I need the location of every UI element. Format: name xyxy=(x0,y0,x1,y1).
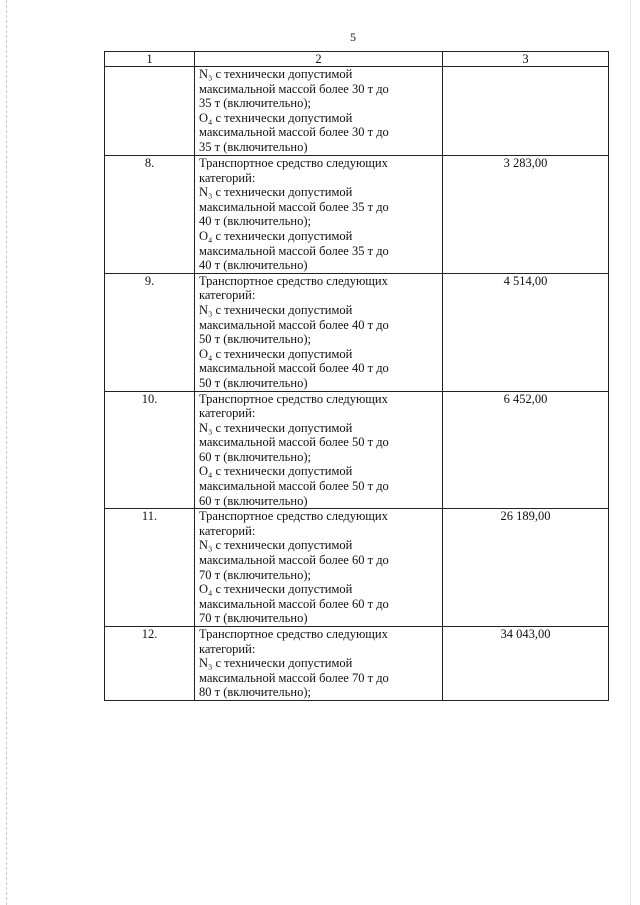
description-line: Транспортное средство следующих xyxy=(199,509,388,524)
description-line: 40 т (включительно) xyxy=(199,258,308,273)
tariff-table xyxy=(104,51,609,701)
description-line: 50 т (включительно) xyxy=(199,375,308,390)
row-description xyxy=(195,67,443,156)
description-line: категорий: xyxy=(199,641,256,656)
table-row xyxy=(105,391,609,509)
description-line: максимальной массой более 30 т до xyxy=(199,125,389,140)
description-line: Транспортное средство следующих xyxy=(199,273,388,288)
row-number: 12. xyxy=(105,627,195,701)
scan-margin-left xyxy=(6,0,7,905)
description-line: 50 т (включительно); xyxy=(199,332,311,347)
description-line: O₄ с технически допустимой xyxy=(199,228,353,243)
header-cell-3: 3 xyxy=(443,52,609,67)
description-line: O₄ с технически допустимой xyxy=(199,582,353,597)
row-number: 9. xyxy=(105,273,195,391)
description-line: N₃ с технически допустимой xyxy=(199,185,353,200)
description-line: 40 т (включительно); xyxy=(199,214,311,229)
description-line: O₄ с технически допустимой xyxy=(199,346,353,361)
description-line: N₃ с технически допустимой xyxy=(199,302,353,317)
description-line: категорий: xyxy=(199,288,256,303)
row-description xyxy=(195,627,443,701)
row-value: 4 514,00 xyxy=(443,273,609,391)
description-line: максимальной массой более 50 т до xyxy=(199,479,389,494)
description-line: категорий: xyxy=(199,523,256,538)
description-line: категорий: xyxy=(199,406,256,421)
description-line: N₃ с технически допустимой xyxy=(199,538,353,553)
row-number: 11. xyxy=(105,509,195,627)
table-row xyxy=(105,156,609,274)
row-value: 3 283,00 xyxy=(443,156,609,274)
description-line: N₃ с технически допустимой xyxy=(199,420,353,435)
row-description xyxy=(195,509,443,627)
description-line: максимальной массой более 35 т до xyxy=(199,199,389,214)
header-cell-1: 1 xyxy=(105,52,195,67)
description-line: O₄ с технически допустимой xyxy=(199,110,353,125)
row-value: 34 043,00 xyxy=(443,627,609,701)
row-description xyxy=(195,273,443,391)
description-line: максимальной массой более 60 т до xyxy=(199,553,389,568)
row-value: 26 189,00 xyxy=(443,509,609,627)
description-line: категорий: xyxy=(199,170,256,185)
header-cell-2: 2 xyxy=(195,52,443,67)
row-number: 8. xyxy=(105,156,195,274)
row-value xyxy=(443,67,609,156)
description-line: максимальной массой более 40 т до xyxy=(199,317,389,332)
row-description xyxy=(195,156,443,274)
description-line: N₃ с технически допустимой xyxy=(199,656,353,671)
table-header-row xyxy=(105,52,609,67)
description-line: максимальной массой более 30 т до xyxy=(199,81,389,96)
description-line: максимальной массой более 40 т до xyxy=(199,361,389,376)
table-row xyxy=(105,509,609,627)
description-line: максимальной массой более 70 т до xyxy=(199,670,389,685)
description-line: O₄ с технически допустимой xyxy=(199,464,353,479)
page-number: 5 xyxy=(350,30,356,44)
description-line: 70 т (включительно); xyxy=(199,567,311,582)
description-line: максимальной массой более 60 т до xyxy=(199,596,389,611)
row-value: 6 452,00 xyxy=(443,391,609,509)
description-line: 70 т (включительно) xyxy=(199,611,308,626)
description-line: максимальной массой более 50 т до xyxy=(199,435,389,450)
description-line: N₃ с технически допустимой xyxy=(199,67,353,81)
description-line: 60 т (включительно) xyxy=(199,493,308,508)
table-row xyxy=(105,67,609,156)
table-row xyxy=(105,273,609,391)
description-line: Транспортное средство следующих xyxy=(199,627,388,641)
description-line: 80 т (включительно); xyxy=(199,685,311,700)
description-line: 35 т (включительно) xyxy=(199,139,308,154)
row-number xyxy=(105,67,195,156)
description-line: максимальной массой более 35 т до xyxy=(199,243,389,258)
description-line: 60 т (включительно); xyxy=(199,449,311,464)
table-row xyxy=(105,627,609,701)
description-line: 35 т (включительно); xyxy=(199,96,311,111)
scan-margin-right xyxy=(630,0,631,905)
row-description xyxy=(195,391,443,509)
row-number: 10. xyxy=(105,391,195,509)
description-line: Транспортное средство следующих xyxy=(199,391,388,406)
description-line: Транспортное средство следующих xyxy=(199,156,388,170)
